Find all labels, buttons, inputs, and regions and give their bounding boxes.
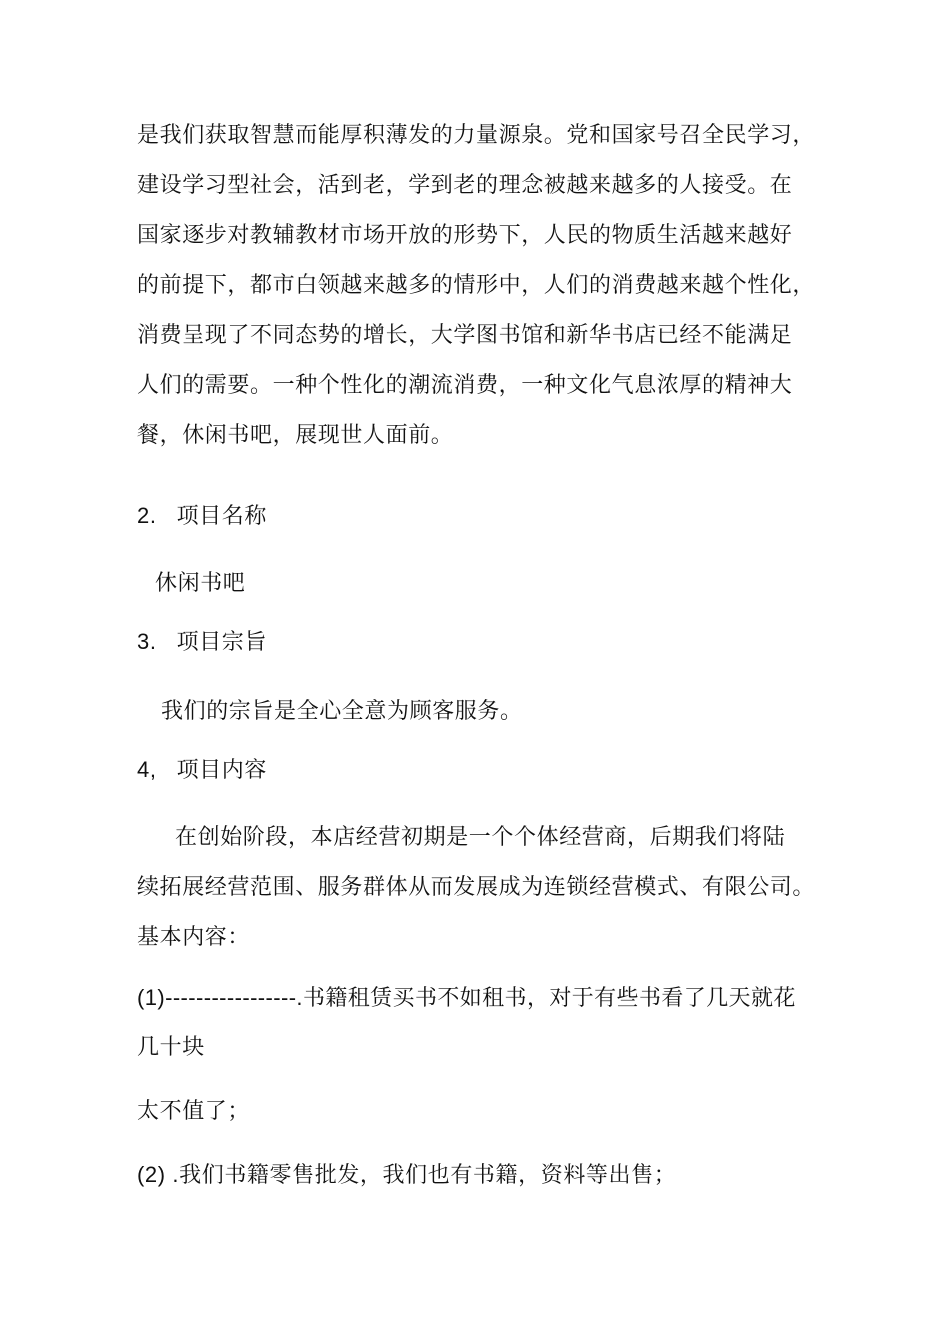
section-heading-content bbox=[137, 755, 267, 786]
list-item-prefix: (1)-----------------. bbox=[137, 985, 303, 1010]
intro-line-1: 是我们获取智慧而能厚积薄发的力量源泉。党和国家号召全民学习， bbox=[137, 123, 816, 148]
list-item-prefix: (2) . bbox=[137, 1162, 180, 1187]
section-heading-name bbox=[137, 501, 267, 532]
content-line-1: 在创始阶段，本店经营初期是一个个体经营商，后期我们将陆 bbox=[175, 825, 786, 850]
list-item-1-continuation-1: 几十块 bbox=[137, 1035, 205, 1060]
section-body-name: 休闲书吧 bbox=[155, 571, 246, 596]
section-title: 项目宗旨 bbox=[176, 630, 267, 655]
section-title: 项目内容 bbox=[176, 758, 267, 783]
section-number: 4, bbox=[137, 757, 157, 782]
intro-line-4: 的前提下，都市白领越来越多的情形中，人们的消费越来越个性化， bbox=[137, 273, 816, 298]
section-number: 3. bbox=[137, 629, 157, 654]
section-number: 2. bbox=[137, 503, 157, 528]
list-item-text: 我们书籍零售批发，我们也有书籍，资料等出售； bbox=[179, 1163, 677, 1188]
list-item-1 bbox=[137, 983, 796, 1014]
content-line-2: 续拓展经营范围、服务群体从而发展成为连锁经营模式、有限公司。 bbox=[137, 875, 816, 900]
list-item-2 bbox=[137, 1160, 676, 1191]
list-item-text: 书籍租赁买书不如租书，对于有些书看了几天就花 bbox=[302, 986, 796, 1011]
intro-line-7: 餐，休闲书吧，展现世人面前。 bbox=[137, 423, 454, 448]
intro-line-3: 国家逐步对教辅教材市场开放的形势下，人民的物质生活越来越好 bbox=[137, 223, 793, 248]
intro-line-2: 建设学习型社会，活到老，学到老的理念被越来越多的人接受。在 bbox=[137, 173, 793, 198]
section-title: 项目名称 bbox=[176, 504, 267, 529]
content-line-3: 基本内容： bbox=[137, 925, 251, 950]
intro-line-5: 消费呈现了不同态势的增长，大学图书馆和新华书店已经不能满足 bbox=[137, 323, 793, 348]
intro-line-6: 人们的需要。一种个性化的潮流消费，一种文化气息浓厚的精神大 bbox=[137, 373, 793, 398]
section-body-purpose: 我们的宗旨是全心全意为顾客服务。 bbox=[161, 699, 523, 724]
list-item-1-continuation-2: 太不值了； bbox=[137, 1099, 251, 1124]
section-heading-purpose bbox=[137, 627, 267, 658]
